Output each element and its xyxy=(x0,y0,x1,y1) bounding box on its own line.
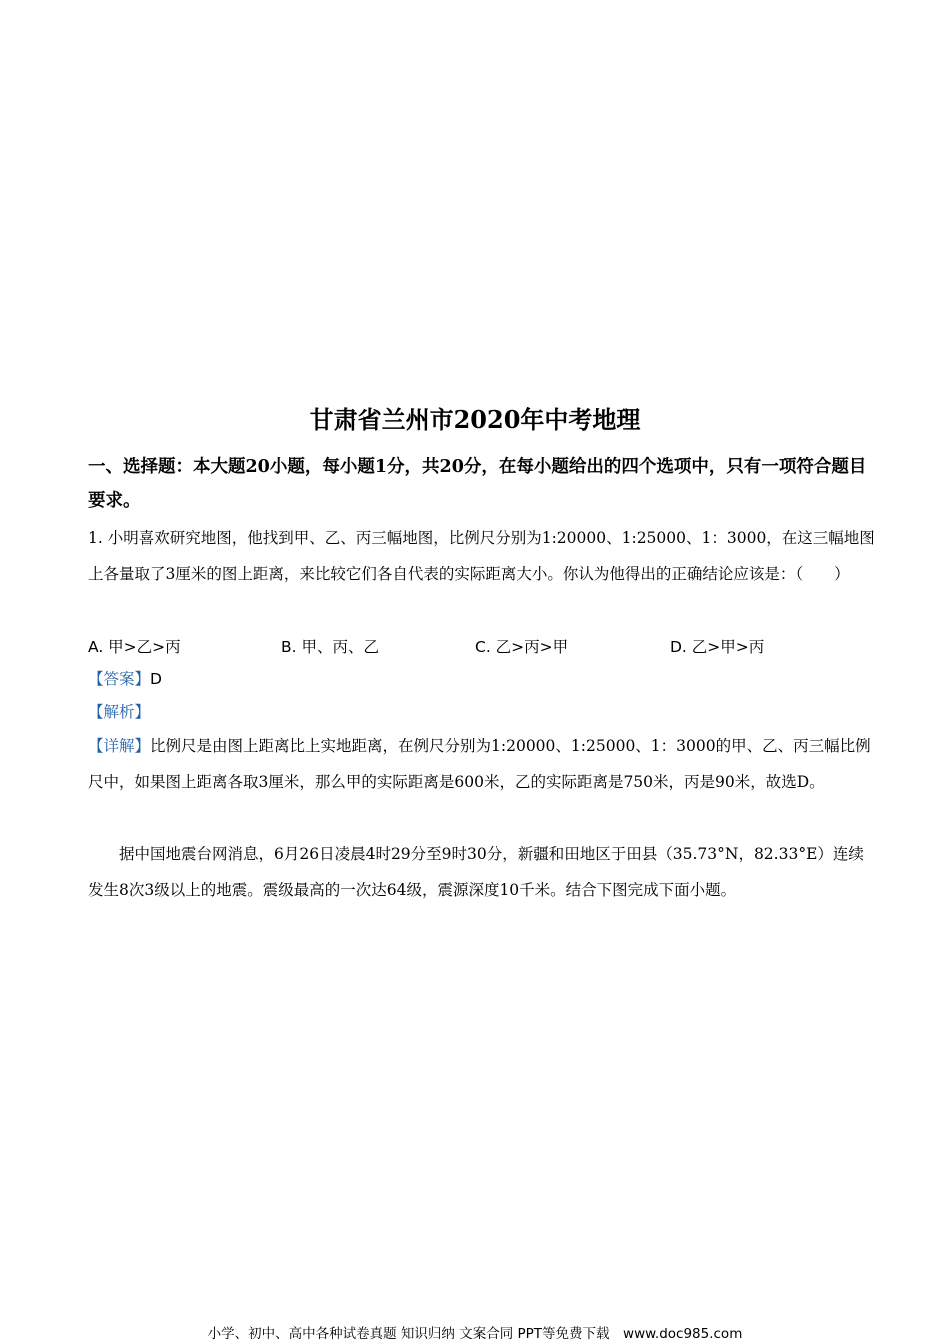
section-heading: 一、选择题：本大题20小题，每小题1分，共20分，在每小题给出的四个选项中，只有一项符合题目要求。 xyxy=(88,457,867,511)
option-c: C. 乙>丙>甲 xyxy=(475,638,569,656)
answer-value: D xyxy=(150,670,162,688)
analysis-tag: 【解析】 xyxy=(88,703,151,721)
answer-line xyxy=(88,661,878,697)
footer-text: 小学、初中、高中各种试卷真题 知识归纳 文案合同 PPT等免费下载 www.doc985.com xyxy=(207,1326,743,1342)
option-b: B. 甲、丙、乙 xyxy=(281,638,379,656)
passage: 据中国地震台网消息，6月26日凌晨4时29分至9时30分，新疆和田地区于田县（35.73°N，82.33°E）连续发生8次3级以上的地震。震级最高的一次达64级，震源深度10千米。结合下图完成下面小题。 xyxy=(88,845,864,899)
answer-tag: 【答案】 xyxy=(88,670,151,688)
page-title: 甘肃省兰州市2020年中考地理 xyxy=(309,405,641,434)
option-a: A. 甲>乙>丙 xyxy=(88,638,181,656)
option-d: D. 乙>甲>丙 xyxy=(670,638,765,656)
question-1-options xyxy=(88,630,878,664)
detail-tag: 【详解】 xyxy=(88,737,151,755)
question-1-stem: 1. 小明喜欢研究地图，他找到甲、乙、丙三幅地图，比例尺分别为1:20000、1:25000、1：3000，在这三幅地图上各量取了3厘米的图上距离，来比较它们各自代表的实际距离大小。你认为他得出的正确结论应该是：（ ） xyxy=(88,529,875,583)
detail-block xyxy=(88,728,878,800)
detail-text: 比例尺是由图上距离比上实地距离，在例尺分别为1:20000、1:25000、1：3000的甲、乙、丙三幅比例尺中，如果图上距离各取3厘米，那么甲的实际距离是600米，乙的实际距离是750米，丙是90米，故选D。 xyxy=(88,737,871,791)
analysis-line xyxy=(88,694,878,730)
